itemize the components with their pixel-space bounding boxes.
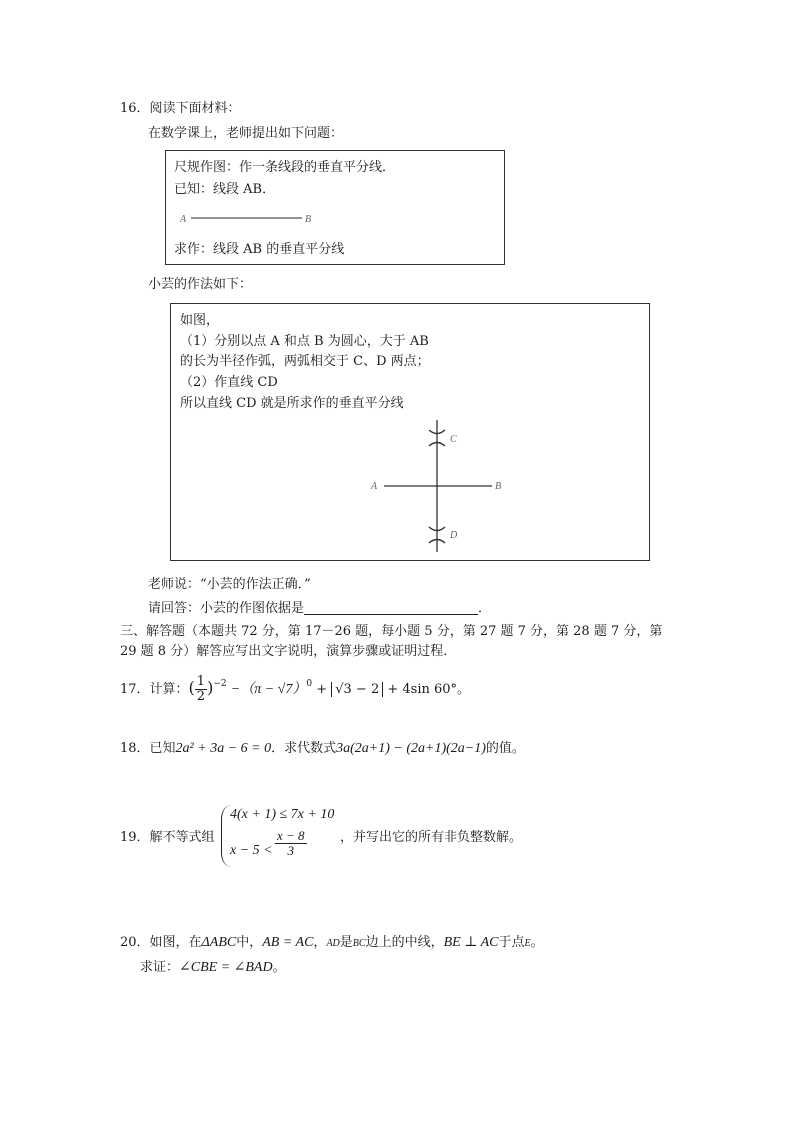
fig-label-d: D [450,530,458,541]
q19-frac-num: x − 8 [277,828,305,843]
q20-text-a: 20．如图，在 [120,935,202,950]
q20-prove-label: 求证： [140,960,180,975]
q20-text-f: 于点 [498,935,525,950]
q16-ask-line [148,600,491,618]
q17-mid: −（π − √7） [230,682,307,697]
q20-text-e: 边上的中线， [365,935,444,950]
q18-label: 18．已知 [120,741,176,756]
q20-ad: AD [326,938,340,949]
q20-triangle: ΔABC [201,935,237,950]
q20-angle-eq: ∠CBE = ∠BAD [179,960,273,975]
problem-line-3: 求作：线段 AB 的垂直平分线 [174,242,345,257]
method-line-1: 如图， [180,313,220,328]
q17-tail: + 4sin 60°。 [387,682,471,697]
q16-ask-end: ． [478,601,492,616]
q16-method-intro: 小芸的作法如下： [148,277,253,292]
q17: 17．计算：( $\frac{1}{2}$ )$^{-2} -(\pi - √7)^0 + √3 - 2 + 4\sin$ 60°。 [120,674,471,704]
method-line-4: （2）作直线 CD [180,375,278,390]
q20-perp: BE ⊥ AC [443,935,499,950]
q20-eq1: AB = AC [262,935,314,950]
problem-line-1: 尺规作图：作一条线段的垂直平分线． [174,160,396,175]
problem-box [165,150,505,265]
q20-line-1 [120,934,544,953]
q19-ineq1: 4(x + 1) ≤ 7x + 10 [230,807,335,822]
q18-eq: 2a² + 3a − 6 = 0 [175,741,272,756]
method-line-2: （1）分别以点 A 和点 B 为圆心，大于 AB [180,334,429,349]
answer-blank[interactable] [304,600,478,615]
q18-mid: ．求代数式 [271,741,337,756]
q20-text-g: 。 [530,935,544,950]
section3-line-1: 三、解答题（本题共 72 分，第 17－26 题，每小题 5 分，第 27 题 7 分，第 28 题 7 分，第 [120,624,663,639]
q20-text-d: 是 [339,935,353,950]
q19-tail: ，并写出它的所有非负整数解。 [340,830,523,845]
perpendicular-bisector-figure [366,416,516,556]
q18 [120,740,525,758]
q17-exp2: 0 [306,679,313,689]
method-line-5: 所以直线 CD 就是所求作的垂直平分线 [180,396,404,411]
segment-label-b: B [305,214,312,225]
q20-text-c: ， [313,935,327,950]
fig-label-c: C [450,434,457,445]
segment-label-a: A [180,214,187,225]
q17-exp1: −2 [213,679,227,689]
q19-ineq2-left: x − 5 < [230,843,273,858]
q20-text-b: 中， [236,935,263,950]
q20-e: E [524,938,531,949]
q18-tail: 的值。 [485,741,525,756]
problem-line-2: 已知：线段 AB． [174,182,276,197]
q16-teacher: 老师说：“小芸的作法正确．” [148,577,311,592]
method-line-3: 的长为半径作弧，两弧相交于 C、D 两点； [180,354,430,369]
q19-ineq2-fraction [275,829,307,858]
q17-frac-num: 1 [196,674,206,689]
q17-abs: √3 − 2 [331,682,383,697]
q20-line2-end: 。 [272,960,286,975]
q17-fraction [195,675,207,704]
q17-label: 17．计算： [120,682,189,697]
q19-frac-den: 3 [287,843,295,858]
q19-label: 19．解不等式组 [120,830,215,845]
q20-bc: BC [352,938,366,949]
q16-ask: 请回答：小芸的作图依据是 [148,601,305,616]
fig-label-b: B [495,481,502,492]
segment-ab-figure [174,209,334,227]
q16-intro: 在数学课上，老师提出如下问题： [148,126,344,141]
q17-frac-den: 2 [196,689,206,704]
method-box [170,303,650,561]
fig-label-a: A [371,481,378,492]
section3-line-2: 29 题 8 分）解答应写出文字说明，演算步骤或证明过程． [120,644,457,659]
q18-expr: 3a(2a+1) − (2a+1)(2a−1) [336,741,486,756]
q16-title: 16．阅读下面材料： [120,101,241,116]
q20-line-2 [140,959,286,977]
